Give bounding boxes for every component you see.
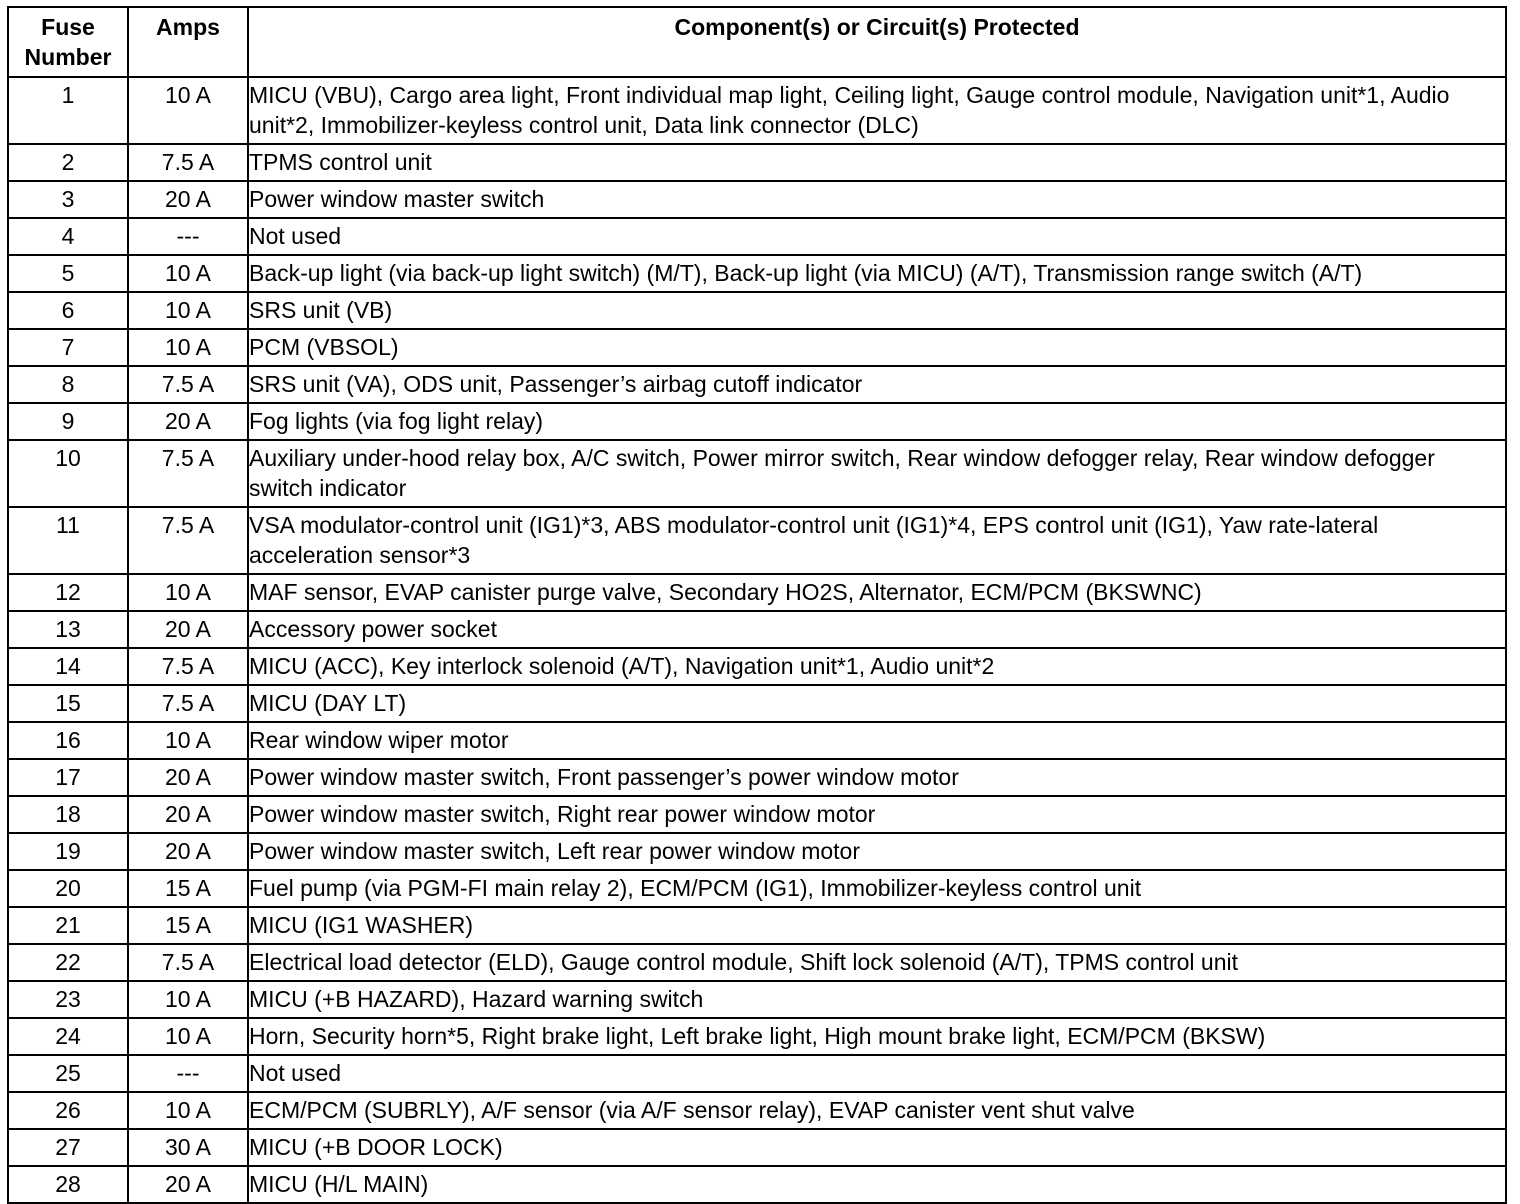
amps-cell: 7.5 A (128, 685, 248, 722)
table-row (8, 833, 1506, 870)
components-cell: Power window master switch, Left rear power window motor (248, 833, 1506, 870)
fuse-number-cell: 28 (8, 1166, 128, 1203)
amps-cell: 10 A (128, 1092, 248, 1129)
fuse-number-cell: 20 (8, 870, 128, 907)
amps-cell: 10 A (128, 255, 248, 292)
fuse-number-cell: 6 (8, 292, 128, 329)
fuse-number-cell: 21 (8, 907, 128, 944)
table-row (8, 870, 1506, 907)
amps-cell: --- (128, 1055, 248, 1092)
table-row (8, 759, 1506, 796)
table-row (8, 181, 1506, 218)
fuse-number-cell: 12 (8, 574, 128, 611)
table-row (8, 403, 1506, 440)
components-cell: MICU (DAY LT) (248, 685, 1506, 722)
fuse-number-cell: 18 (8, 796, 128, 833)
amps-cell: 20 A (128, 796, 248, 833)
table-row (8, 685, 1506, 722)
amps-cell: 30 A (128, 1129, 248, 1166)
amps-cell: 7.5 A (128, 507, 248, 574)
components-cell: SRS unit (VB) (248, 292, 1506, 329)
amps-cell: 10 A (128, 1018, 248, 1055)
table-row (8, 77, 1506, 144)
fuse-number-cell: 27 (8, 1129, 128, 1166)
components-cell: MICU (H/L MAIN) (248, 1166, 1506, 1203)
fuse-number-cell: 17 (8, 759, 128, 796)
table-row (8, 1129, 1506, 1166)
fuse-number-cell: 8 (8, 366, 128, 403)
amps-cell: 15 A (128, 907, 248, 944)
table-row (8, 1166, 1506, 1203)
components-cell: Horn, Security horn*5, Right brake light, Left brake light, High mount brake light, ECM/PCM (BKSW) (248, 1018, 1506, 1055)
components-cell: Rear window wiper motor (248, 722, 1506, 759)
amps-cell: 7.5 A (128, 440, 248, 507)
fuse-number-cell: 3 (8, 181, 128, 218)
fuse-number-cell: 24 (8, 1018, 128, 1055)
table-row (8, 722, 1506, 759)
components-cell: Accessory power socket (248, 611, 1506, 648)
amps-cell: 7.5 A (128, 366, 248, 403)
table-row (8, 440, 1506, 507)
table-row (8, 574, 1506, 611)
components-cell: MICU (IG1 WASHER) (248, 907, 1506, 944)
table-row (8, 796, 1506, 833)
components-cell: SRS unit (VA), ODS unit, Passenger’s airbag cutoff indicator (248, 366, 1506, 403)
components-cell: Fog lights (via fog light relay) (248, 403, 1506, 440)
fuse-number-cell: 16 (8, 722, 128, 759)
fuse-number-cell: 22 (8, 944, 128, 981)
table-row (8, 611, 1506, 648)
fuse-number-cell: 23 (8, 981, 128, 1018)
components-cell: Fuel pump (via PGM-FI main relay 2), ECM/PCM (IG1), Immobilizer-keyless control unit (248, 870, 1506, 907)
components-cell: MICU (+B DOOR LOCK) (248, 1129, 1506, 1166)
fuse-number-cell: 9 (8, 403, 128, 440)
fuse-number-cell: 14 (8, 648, 128, 685)
amps-cell: 10 A (128, 574, 248, 611)
table-row (8, 1092, 1506, 1129)
fuse-number-cell: 10 (8, 440, 128, 507)
amps-cell: 15 A (128, 870, 248, 907)
amps-cell: 10 A (128, 77, 248, 144)
fuse-table-body (8, 77, 1506, 1203)
amps-cell: 20 A (128, 833, 248, 870)
amps-cell: 10 A (128, 722, 248, 759)
table-row (8, 144, 1506, 181)
fuse-number-cell: 1 (8, 77, 128, 144)
amps-cell: 7.5 A (128, 144, 248, 181)
header-components: Component(s) or Circuit(s) Protected (248, 7, 1506, 77)
components-cell: Not used (248, 218, 1506, 255)
amps-cell: 10 A (128, 981, 248, 1018)
table-row (8, 1018, 1506, 1055)
amps-cell: 10 A (128, 292, 248, 329)
components-cell: Power window master switch, Right rear power window motor (248, 796, 1506, 833)
components-cell: Power window master switch, Front passenger’s power window motor (248, 759, 1506, 796)
fuse-number-cell: 5 (8, 255, 128, 292)
fuse-number-cell: 15 (8, 685, 128, 722)
amps-cell: 10 A (128, 329, 248, 366)
table-row (8, 329, 1506, 366)
components-cell: Auxiliary under-hood relay box, A/C switch, Power mirror switch, Rear window defogger relay, Rear window defogger switch indicator (248, 440, 1506, 507)
amps-cell: 20 A (128, 1166, 248, 1203)
amps-cell: 7.5 A (128, 944, 248, 981)
amps-cell: 20 A (128, 403, 248, 440)
components-cell: VSA modulator-control unit (IG1)*3, ABS modulator-control unit (IG1)*4, EPS control unit (IG1), Yaw rate-lateral acceleration sensor*3 (248, 507, 1506, 574)
table-row (8, 648, 1506, 685)
table-row (8, 981, 1506, 1018)
components-cell: MICU (VBU), Cargo area light, Front individual map light, Ceiling light, Gauge control module, Navigation unit*1, Audio unit*2, Immobilizer-keyless control unit, Data link connector (DLC) (248, 77, 1506, 144)
amps-cell: --- (128, 218, 248, 255)
amps-cell: 20 A (128, 759, 248, 796)
table-row (8, 1055, 1506, 1092)
components-cell: Power window master switch (248, 181, 1506, 218)
amps-cell: 20 A (128, 181, 248, 218)
components-cell: MICU (ACC), Key interlock solenoid (A/T), Navigation unit*1, Audio unit*2 (248, 648, 1506, 685)
table-row (8, 507, 1506, 574)
fuse-table-header (8, 7, 1506, 77)
amps-cell: 7.5 A (128, 648, 248, 685)
header-fuse-number: Fuse Number (8, 7, 128, 77)
components-cell: MICU (+B HAZARD), Hazard warning switch (248, 981, 1506, 1018)
table-row (8, 255, 1506, 292)
components-cell: Back-up light (via back-up light switch) (M/T), Back-up light (via MICU) (A/T), Transmission range switch (A/T) (248, 255, 1506, 292)
fuse-number-cell: 7 (8, 329, 128, 366)
components-cell: PCM (VBSOL) (248, 329, 1506, 366)
header-amps: Amps (128, 7, 248, 77)
fuse-number-cell: 19 (8, 833, 128, 870)
table-row (8, 944, 1506, 981)
fuse-number-cell: 26 (8, 1092, 128, 1129)
components-cell: Not used (248, 1055, 1506, 1092)
fuse-number-cell: 11 (8, 507, 128, 574)
components-cell: Electrical load detector (ELD), Gauge control module, Shift lock solenoid (A/T), TPMS control unit (248, 944, 1506, 981)
fuse-number-cell: 2 (8, 144, 128, 181)
table-row (8, 218, 1506, 255)
fuse-number-cell: 4 (8, 218, 128, 255)
components-cell: MAF sensor, EVAP canister purge valve, Secondary HO2S, Alternator, ECM/PCM (BKSWNC) (248, 574, 1506, 611)
table-row (8, 292, 1506, 329)
header-row (8, 7, 1506, 77)
amps-cell: 20 A (128, 611, 248, 648)
fuse-number-cell: 25 (8, 1055, 128, 1092)
table-row (8, 907, 1506, 944)
fuse-table (7, 6, 1507, 1204)
components-cell: ECM/PCM (SUBRLY), A/F sensor (via A/F sensor relay), EVAP canister vent shut valve (248, 1092, 1506, 1129)
components-cell: TPMS control unit (248, 144, 1506, 181)
fuse-number-cell: 13 (8, 611, 128, 648)
table-row (8, 366, 1506, 403)
